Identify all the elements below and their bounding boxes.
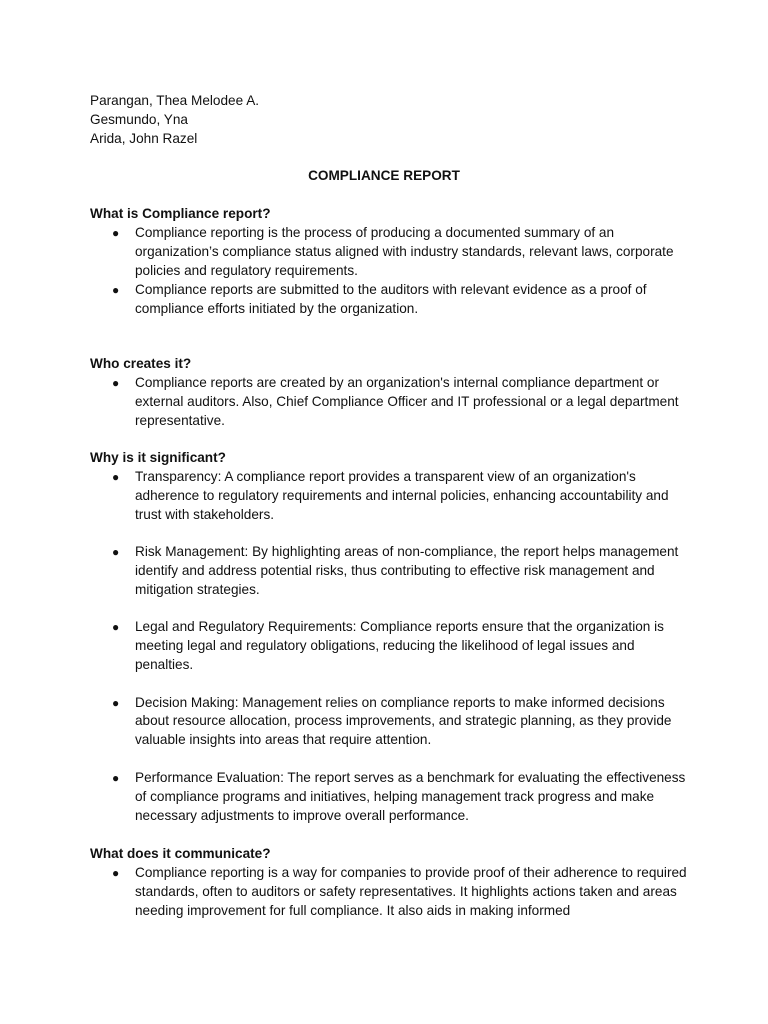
section-who-creates bbox=[90, 355, 690, 431]
bullet-icon: ● bbox=[112, 770, 120, 785]
section-heading: Why is it significant? bbox=[90, 450, 226, 465]
bullet-icon: ● bbox=[112, 865, 120, 880]
list-item-text: Compliance reporting is a way for companies to provide proof of their adherence to required standards, often to auditors or safety representatives. It highlights actions taken and areas needing improvement for full compliance. It also aids in making informed bbox=[135, 864, 687, 918]
list-item-text: Compliance reports are submitted to the auditors with relevant evidence as a proof of compliance efforts initiated by the organization. bbox=[135, 281, 647, 316]
bullet-list bbox=[90, 468, 690, 826]
list-item-text: Compliance reporting is the process of producing a documented summary of an organization’s compliance status aligned with industry standards, relevant laws, corporate policies and regulatory requirements. bbox=[135, 224, 674, 278]
list-item bbox=[90, 374, 690, 431]
list-item bbox=[90, 468, 690, 525]
section-what-is bbox=[90, 205, 690, 318]
section-what-communicates bbox=[90, 845, 690, 921]
section-heading: What is Compliance report? bbox=[90, 206, 271, 221]
bullet-list bbox=[90, 374, 690, 431]
list-item-text: Compliance reports are created by an organization's internal compliance department or external auditors. Also, Chief Compliance Officer and IT professional or a legal department representative. bbox=[135, 374, 679, 428]
bullet-icon: ● bbox=[112, 375, 120, 390]
bullet-list bbox=[90, 224, 690, 319]
bullet-icon: ● bbox=[112, 225, 120, 240]
list-item bbox=[90, 618, 690, 675]
section-why-significant bbox=[90, 449, 690, 826]
section-heading: What does it communicate? bbox=[90, 846, 271, 861]
list-item-text: Risk Management: By highlighting areas of non-compliance, the report helps management identify and address potential risks, thus contributing to effective risk management and mitigation strategies. bbox=[135, 544, 679, 597]
section-heading: Who creates it? bbox=[90, 356, 192, 371]
document-title: COMPLIANCE REPORT bbox=[308, 168, 460, 183]
list-item bbox=[90, 543, 690, 600]
list-item-text: Performance Evaluation: The report serves as a benchmark for evaluating the effectiveness of compliance programs and initiatives, helping management track progress and make necessary adjustments to improve overall performance. bbox=[135, 769, 686, 823]
list-item-text: Decision Making: Management relies on compliance reports to make informed decisions about resource allocation, process improvements, and strategic planning, as they provide valuable insights into areas that require attention. bbox=[135, 694, 672, 748]
list-item bbox=[90, 769, 690, 826]
bullet-icon: ● bbox=[112, 469, 120, 484]
bullet-icon: ● bbox=[112, 620, 120, 635]
author-name: Gesmundo, Yna bbox=[90, 112, 188, 127]
bullet-list bbox=[90, 864, 690, 921]
author-list bbox=[90, 92, 259, 149]
author-name: Arida, John Razel bbox=[90, 131, 198, 146]
bullet-icon: ● bbox=[112, 695, 120, 710]
list-item-text: Transparency: A compliance report provides a transparent view of an organization's adherence to regulatory requirements and internal policies, enhancing accountability and trust with stakeholders. bbox=[135, 468, 669, 522]
list-item bbox=[90, 694, 690, 751]
bullet-icon: ● bbox=[112, 545, 120, 560]
list-item bbox=[90, 224, 690, 281]
author-name: Parangan, Thea Melodee A. bbox=[90, 93, 260, 108]
list-item-text: Legal and Regulatory Requirements: Compliance reports ensure that the organization is meeting legal and regulatory obligations, reducing the likelihood of legal issues and penalties. bbox=[135, 619, 664, 673]
list-item bbox=[90, 864, 690, 921]
bullet-icon: ● bbox=[112, 282, 120, 297]
list-item bbox=[90, 281, 690, 319]
